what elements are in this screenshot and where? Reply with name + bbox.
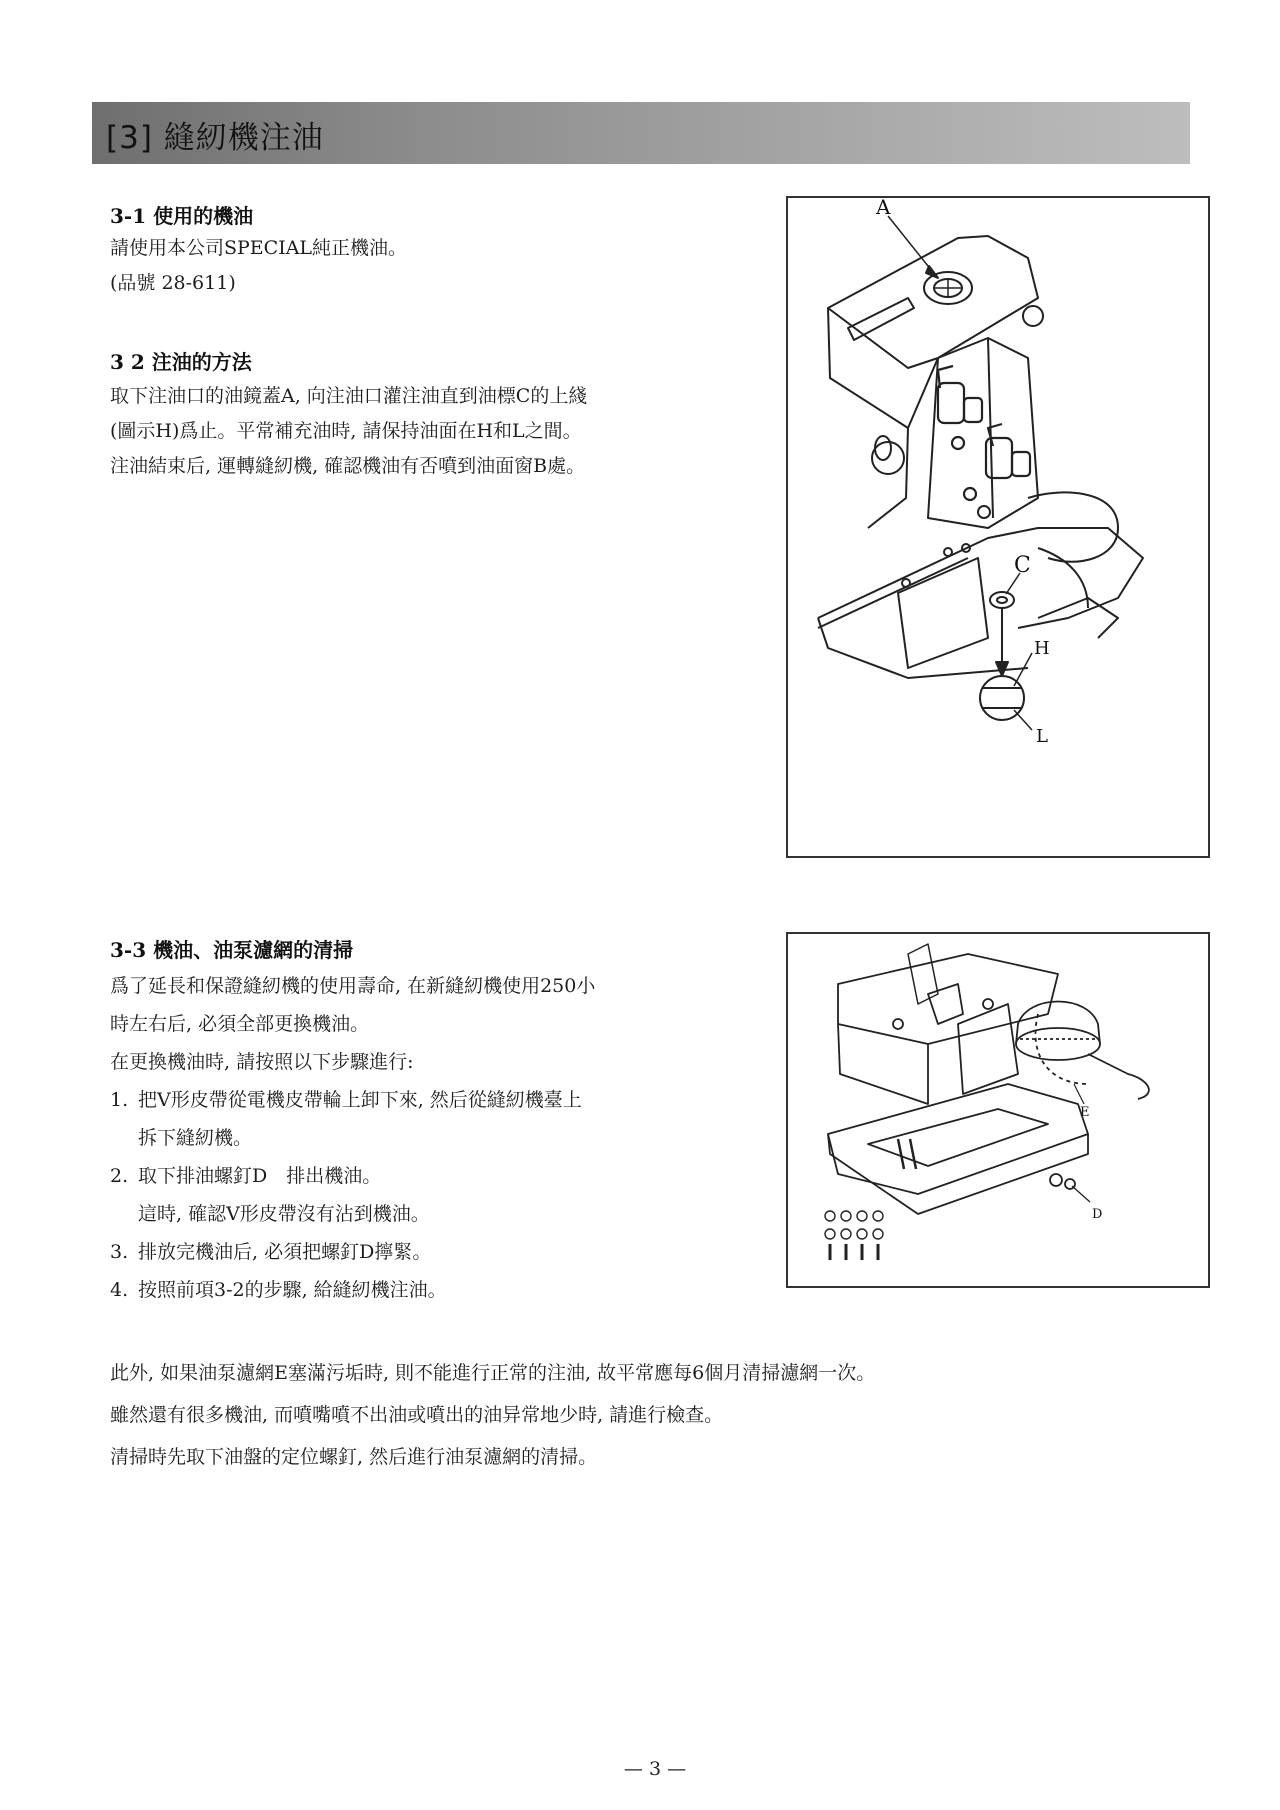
section-3-3 — [110, 934, 750, 1309]
list-item: 3. 排放完機油后, 必須把螺釘D擰緊。 — [110, 1241, 432, 1263]
oil-pan-drawing — [788, 934, 1208, 1286]
section-3-2 — [110, 346, 750, 484]
closing-line: 雖然還有很多機油, 而噴嘴噴不出油或噴出的油异常地少時, 請進行檢查。 — [110, 1404, 724, 1426]
section-3-2-line: (圖示H)爲止。平常補充油時, 請保持油面在H和L之間。 — [110, 420, 582, 442]
section-header-bar — [92, 102, 1190, 164]
list-item: 4. 按照前項3-2的步驟, 給縫紉機注油。 — [110, 1279, 447, 1301]
closing-notes — [110, 1352, 1170, 1478]
label-d: D — [1092, 1207, 1103, 1222]
list-item-continued: 這時, 確認V形皮帶沒有沾到機油。 — [138, 1203, 430, 1225]
closing-line: 此外, 如果油泵濾網E塞滿污垢時, 則不能進行正常的注油, 故平常應每6個月清掃濾網一次。 — [110, 1362, 876, 1384]
procedure-steps — [110, 1081, 750, 1309]
label-a: A — [876, 198, 891, 219]
section-3-2-heading: 3 2 注油的方法 — [110, 350, 252, 374]
section-3-3-intro-line: 時左右后, 必須全部更換機油。 — [110, 1013, 370, 1035]
section-3-1 — [110, 200, 750, 301]
section-3-3-intro-line: 爲了延長和保證縫紉機的使用壽命, 在新縫紉機使用250小 — [110, 975, 596, 997]
page-number: — 3 — — [623, 1758, 687, 1780]
label-c: C — [1014, 553, 1031, 578]
label-l: L — [1036, 726, 1048, 747]
figure-oil-pan-illustration — [786, 932, 1210, 1288]
section-3-1-line: (品號 28-611) — [110, 272, 236, 294]
section-3-1-line: 請使用本公司SPECIAL純正機油。 — [110, 237, 408, 259]
label-e: E — [1080, 1105, 1090, 1120]
closing-line: 清掃時先取下油盤的定位螺釘, 然后進行油泵濾網的清掃。 — [110, 1446, 598, 1468]
list-item: 1. 把V形皮帶從電機皮帶輪上卸下來, 然后從縫紉機臺上 — [110, 1089, 582, 1111]
list-item-continued: 拆下縫紉機。 — [138, 1127, 253, 1149]
section-3-1-heading: 3-1 使用的機油 — [110, 204, 254, 228]
section-3-2-line: 取下注油口的油鏡蓋A, 向注油口灌注油直到油標C的上綫 — [110, 385, 588, 407]
label-h: H — [1034, 638, 1050, 659]
section-title: [3] 縫紉機注油 — [106, 120, 324, 156]
section-3-2-line: 注油結束后, 運轉縫紉機, 確認機油有否噴到油面窗B處。 — [110, 455, 586, 477]
list-item: 2. 取下排油螺釘D 排出機油。 — [110, 1165, 382, 1187]
section-3-3-heading: 3-3 機油、油泵濾網的清掃 — [110, 938, 354, 962]
section-3-3-intro-line: 在更換機油時, 請按照以下步驟進行: — [110, 1051, 414, 1073]
figure-oil-filling-illustration — [786, 196, 1210, 858]
sewing-machine-drawing — [788, 198, 1208, 856]
